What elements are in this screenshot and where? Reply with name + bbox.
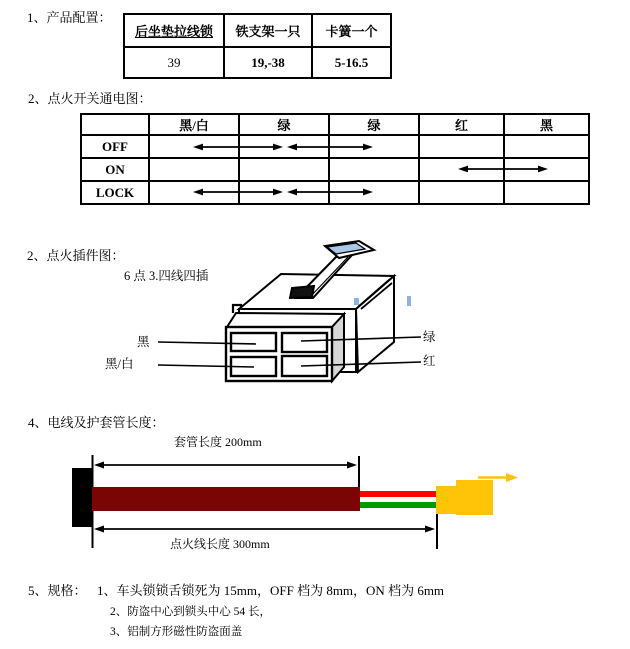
table-header-cell [124,14,224,47]
green-wire [360,502,437,508]
table-row [81,181,589,204]
table-header-cell [81,114,149,135]
table-header-cell: 绿 [329,114,419,135]
table-header-cell: 黑/白 [149,114,239,135]
table-cell [239,135,329,158]
pin-label-black-white: 黑/白 [105,357,134,371]
header-text: 后坐垫拉线锁 [134,24,213,39]
spec-line-3: 3、铝制方形磁性防盗面盖 [110,626,243,638]
section3-title: 2、点火插件图： [27,248,125,263]
section4-title: 4、电线及护套管长度： [28,415,165,430]
state-label-off: OFF [81,135,149,158]
section2-title: 2、点火开关通电图： [28,91,152,106]
section1-title: 1、产品配置： [27,10,112,25]
table-cell [149,158,239,181]
yellow-connector-small [436,486,457,514]
latch-band [290,286,314,298]
pin-label-red: 红 [423,354,436,368]
table-cell: 19,-38 [224,47,312,78]
table-row [124,14,391,47]
slot-top-right [282,333,327,352]
table-row [81,135,589,158]
table-cell [504,158,589,181]
table-header-cell: 铁支架一只 [224,14,312,47]
wire-length-label: 点火线长度 300mm [170,537,270,551]
table-cell [419,135,504,158]
table-row [124,47,391,78]
table-cell [504,181,589,204]
product-config-table [123,13,392,79]
yellow-connector-large [456,480,493,515]
table-cell: 39 [124,47,224,78]
table-header-cell: 卡簧一个 [312,14,391,47]
wire-length-diagram [60,450,530,560]
cable-end-cap [72,468,92,527]
table-cell [419,181,504,204]
plug-top-face [227,313,344,327]
table-cell [419,158,504,181]
section5-title: 5、规格： [28,583,87,598]
table-cell [239,181,329,204]
spec-line-1: 1、车头锁锁舌锁死为 15mm，OFF 档为 8mm，ON 档为 6mm [97,583,445,598]
sheath-length-label: 套管长度 200mm [174,435,262,449]
slot-top-left [231,333,276,351]
table-cell [239,158,329,181]
pin-label-black: 黑 [137,335,150,349]
blue-handle-left [354,298,359,305]
table-row [81,158,589,181]
spec-line-2: 2、防盗中心到锁头中心 54 长， [110,606,271,618]
table-header-cell: 红 [419,114,504,135]
table-cell [149,135,239,158]
pin-label-green: 绿 [423,330,436,344]
ignition-connector-diagram [150,238,450,388]
red-wire [360,491,437,497]
state-label-lock: LOCK [81,181,149,204]
table-cell [504,135,589,158]
table-cell [329,181,419,204]
table-cell: 5-16.5 [312,47,391,78]
table-row [81,114,589,135]
connector-note: 6 点 3.四线四插 [124,269,209,283]
table-header-cell: 绿 [239,114,329,135]
state-label-on: ON [81,158,149,181]
table-cell [149,181,239,204]
table-header-cell: 黑 [504,114,589,135]
blue-handle-right [407,296,411,306]
switch-circuit-table [80,113,590,205]
table-cell [329,158,419,181]
table-cell [329,135,419,158]
cable-sheath [92,487,360,511]
